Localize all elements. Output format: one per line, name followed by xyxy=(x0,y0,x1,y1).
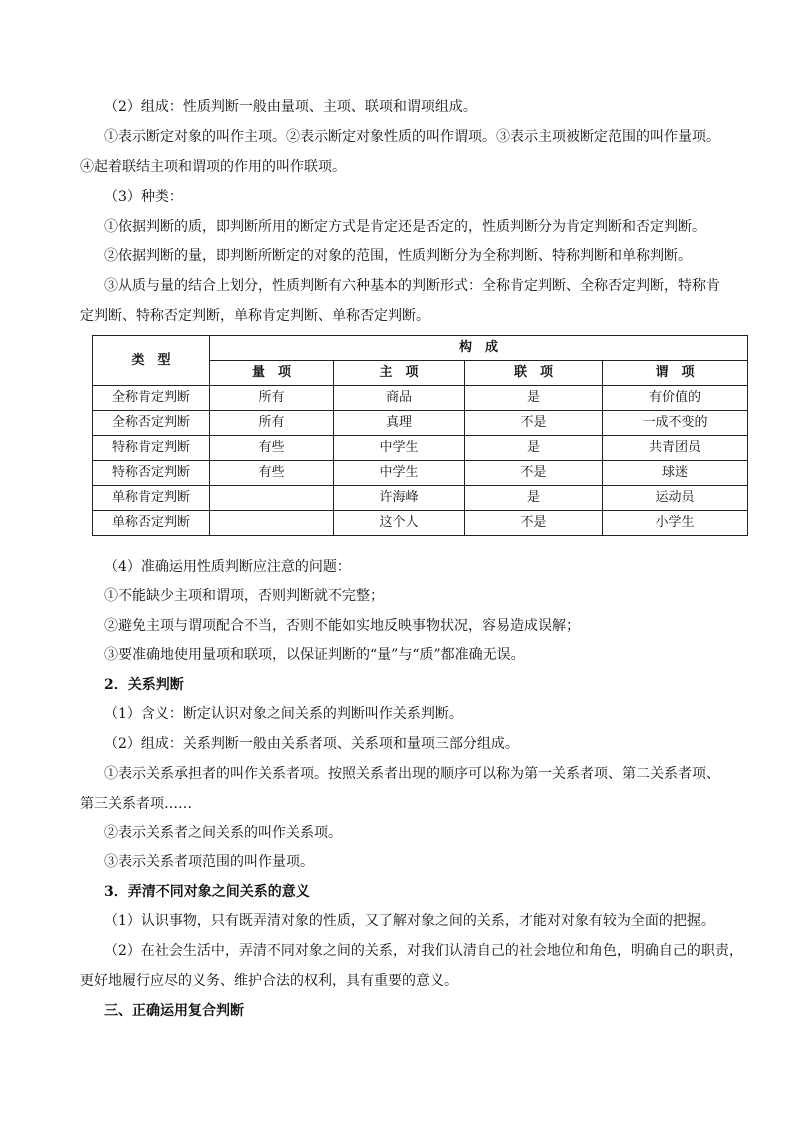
paragraph-combination-line1: ③从质与量的结合上划分，性质判断有六种基本的判断形式：全称肯定判断、全称否定判断，特称肯 xyxy=(104,278,720,294)
table-cell: 中学生 xyxy=(334,461,465,486)
table-cell: 商品 xyxy=(334,386,465,411)
table-header-quantifier: 量 项 xyxy=(210,361,334,386)
paragraph-relation-composition: （2）组成：关系判断一般由关系者项、关系项和量项三部分组成。 xyxy=(104,736,519,752)
table-cell: 有些 xyxy=(210,461,334,486)
table-cell xyxy=(210,511,334,536)
table-header-group: 构 成 xyxy=(210,336,748,361)
table-cell: 中学生 xyxy=(334,436,465,461)
paragraph-types-heading: （3）种类： xyxy=(104,189,183,205)
paragraph-relation-terms-line1: ①表示关系承担者的叫作关系者项。按照关系者出现的顺序可以称为第一关系者项、第二关系者项、 xyxy=(104,766,720,782)
table-cell: 单称否定判断 xyxy=(93,511,210,536)
table-cell: 特称肯定判断 xyxy=(93,436,210,461)
paragraph-significance-2-line1: （2）在社会生活中，弄清不同对象之间的关系，对我们认清自己的社会地位和角色，明确自己的职责， xyxy=(104,943,743,959)
table-cell: 球迷 xyxy=(603,461,748,486)
table-cell: 不是 xyxy=(465,461,603,486)
table-cell: 小学生 xyxy=(603,511,748,536)
table-header-subject: 主 项 xyxy=(334,361,465,386)
section-heading-compound: 三、正确运用复合判断 xyxy=(104,1003,244,1019)
table-row xyxy=(93,411,748,436)
paragraph-relation-quantifier: ③表示关系者项范围的叫作量项。 xyxy=(104,854,314,870)
paragraph-composition: （2）组成：性质判断一般由量项、主项、联项和谓项组成。 xyxy=(104,99,477,115)
judgment-types-table xyxy=(92,335,748,536)
table-cell: 是 xyxy=(465,386,603,411)
table-row xyxy=(93,386,748,411)
table-cell: 这个人 xyxy=(334,511,465,536)
table-header-predicate: 谓 项 xyxy=(603,361,748,386)
table-cell: 是 xyxy=(465,436,603,461)
table-header-copula: 联 项 xyxy=(465,361,603,386)
table-cell: 共青团员 xyxy=(603,436,748,461)
table-cell: 全称肯定判断 xyxy=(93,386,210,411)
table-cell: 有些 xyxy=(210,436,334,461)
table-row xyxy=(93,461,748,486)
paragraph-usage-heading: （4）准确运用性质判断应注意的问题： xyxy=(104,559,351,575)
table-row xyxy=(93,486,748,511)
table-cell: 运动员 xyxy=(603,486,748,511)
table-cell: 是 xyxy=(465,486,603,511)
table-cell: 不是 xyxy=(465,411,603,436)
paragraph-combination-line2: 定判断、特称否定判断，单称肯定判断、单称否定判断。 xyxy=(80,308,430,324)
table-cell: 单称肯定判断 xyxy=(93,486,210,511)
paragraph-terms-line1: ①表示断定对象的叫作主项。②表示断定对象性质的叫作谓项。③表示主项被断定范围的叫作量项。 xyxy=(104,129,720,145)
table-cell: 真理 xyxy=(334,411,465,436)
section-heading-significance: 3．弄清不同对象之间关系的意义 xyxy=(104,884,310,900)
table-row xyxy=(93,511,748,536)
table-cell: 所有 xyxy=(210,386,334,411)
paragraph-usage-1: ①不能缺少主项和谓项，否则判断就不完整； xyxy=(104,588,384,604)
section-heading-relation: 2．关系判断 xyxy=(104,677,184,693)
table-cell: 一成不变的 xyxy=(603,411,748,436)
paragraph-relation-item: ②表示关系者之间关系的叫作关系项。 xyxy=(104,825,342,841)
table-cell: 特称否定判断 xyxy=(93,461,210,486)
paragraph-quality: ①依据判断的质，即判断所用的断定方式是肯定还是否定的，性质判断分为肯定判断和否定判断。 xyxy=(104,219,706,235)
paragraph-usage-2: ②避免主项与谓项配合不当，否则不能如实地反映事物状况，容易造成误解； xyxy=(104,618,580,634)
table-cell xyxy=(210,486,334,511)
table-cell: 许海峰 xyxy=(334,486,465,511)
paragraph-quantity: ②依据判断的量，即判断所断定的对象的范围，性质判断分为全称判断、特称判断和单称判断。 xyxy=(104,248,692,264)
paragraph-significance-1: （1）认识事物，只有既弄清对象的性质，又了解对象之间的关系，才能对对象有较为全面的把握。 xyxy=(104,913,715,929)
table-cell: 有价值的 xyxy=(603,386,748,411)
table-cell: 全称否定判断 xyxy=(93,411,210,436)
paragraph-relation-meaning: （1）含义：断定认识对象之间关系的判断叫作关系判断。 xyxy=(104,706,463,722)
paragraph-significance-2-line2: 更好地履行应尽的义务、维护合法的权利，具有重要的意义。 xyxy=(80,973,458,989)
table-row xyxy=(93,436,748,461)
table-header-type: 类 型 xyxy=(93,336,210,386)
paragraph-terms-line2: ④起着联结主项和谓项的作用的叫作联项。 xyxy=(80,159,346,175)
paragraph-relation-terms-line2: 第三关系者项…… xyxy=(80,796,192,812)
table-cell: 不是 xyxy=(465,511,603,536)
paragraph-usage-3: ③要准确地使用量项和联项，以保证判断的“量”与“质”都准确无误。 xyxy=(104,647,525,663)
table-cell: 所有 xyxy=(210,411,334,436)
